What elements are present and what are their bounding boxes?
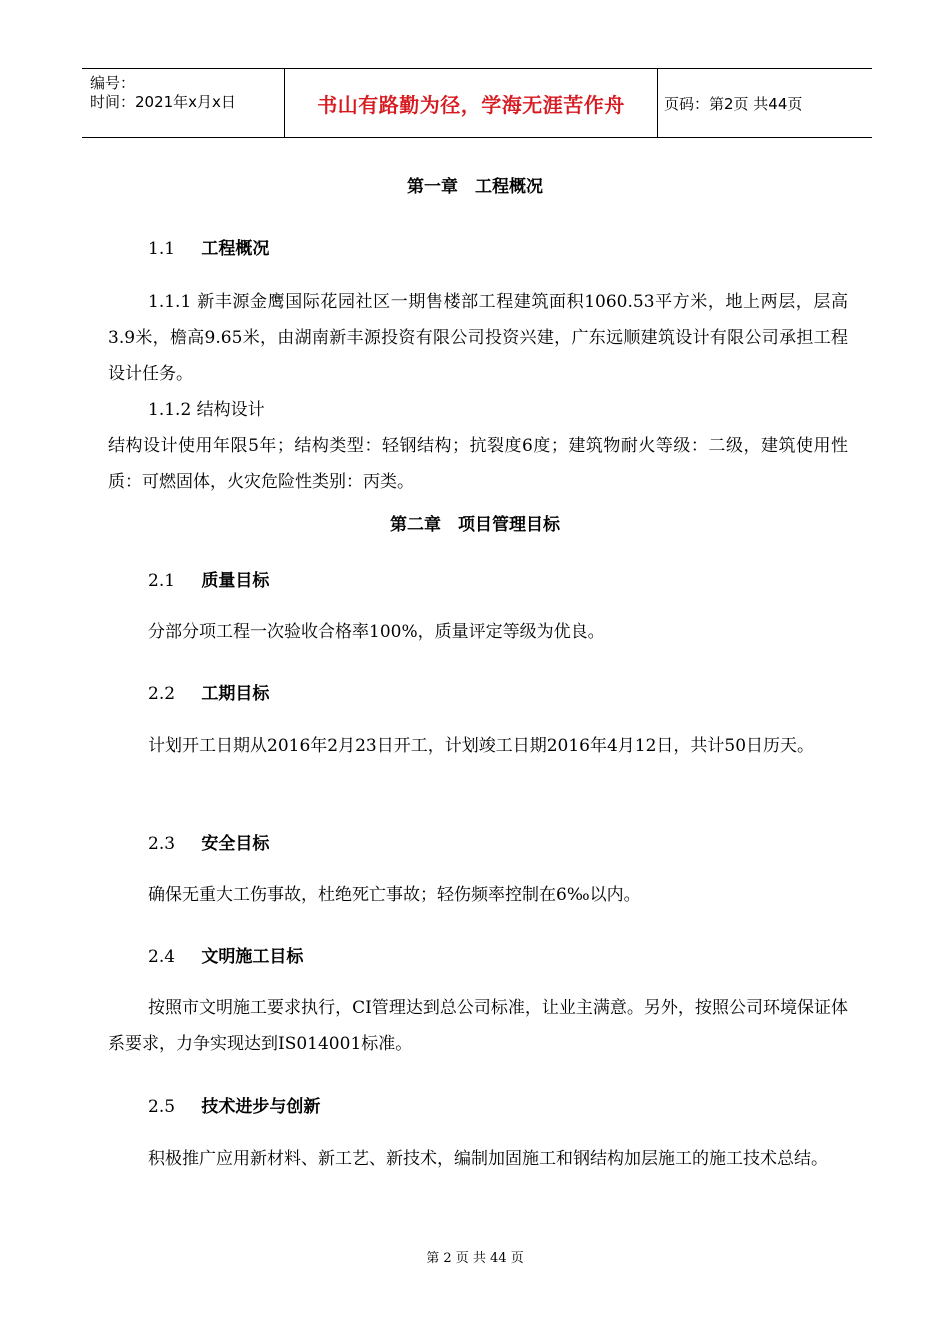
section-title: 工期目标 <box>201 684 270 704</box>
section-1-1-heading <box>148 234 269 259</box>
paragraph-1-1-1: 1.1.1 新丰源金鹰国际花园社区一期售楼部工程建筑面积1060.53平方米，地上两层，层高3.9米，檐高9.65米，由湖南新丰源投资有限公司投资兴建，广东远顺建筑设计有限公司承担工程设计任务。 <box>108 292 848 384</box>
section-title: 技术进步与创新 <box>201 1097 321 1117</box>
header-page-cell <box>658 69 872 137</box>
paragraph-1-1-2-heading: 1.1.2 结构设计 <box>148 400 265 420</box>
header-page-info: 页码：第2页 共44页 <box>664 94 803 113</box>
section-title: 文明施工目标 <box>201 947 304 967</box>
section-title: 质量目标 <box>201 571 270 591</box>
section-number: 2.2 <box>148 684 176 704</box>
section-2-3-heading <box>148 829 269 854</box>
section-number: 1.1 <box>148 239 176 259</box>
chapter-1-title: 第一章 工程概况 <box>407 177 543 197</box>
section-2-4-heading <box>148 942 303 967</box>
section-number: 2.5 <box>148 1097 176 1117</box>
section-title: 安全目标 <box>201 834 270 854</box>
section-2-2-heading <box>148 679 269 704</box>
page-header-table <box>82 68 872 138</box>
section-title: 工程概况 <box>201 239 270 259</box>
page-footer: 第 2 页 共 44 页 <box>426 1251 524 1266</box>
document-time-label: 时间：2021年x月x日 <box>90 93 236 111</box>
paragraph-civilized-construction-goal: 按照市文明施工要求执行，CI管理达到总公司标准，让业主满意。另外，按照公司环境保证体系要求，力争实现达到IS014001标准。 <box>108 998 848 1054</box>
document-number-label: 编号： <box>90 74 136 92</box>
section-2-1-heading <box>148 566 269 591</box>
section-number: 2.3 <box>148 834 176 854</box>
header-motto: 书山有路勤为径，学海无涯苦作舟 <box>317 92 625 117</box>
header-meta-cell <box>82 69 285 137</box>
header-motto-cell <box>285 69 658 137</box>
paragraph-quality-goal: 分部分项工程一次验收合格率100%，质量评定等级为优良。 <box>148 622 605 642</box>
section-2-5-heading <box>148 1092 320 1117</box>
section-number: 2.1 <box>148 571 176 591</box>
paragraph-innovation-goal: 积极推广应用新材料、新工艺、新技术，编制加固施工和钢结构加层施工的施工技术总结。 <box>148 1149 828 1169</box>
section-number: 2.4 <box>148 947 176 967</box>
chapter-2-title: 第二章 项目管理目标 <box>390 515 560 535</box>
paragraph-structure-design: 结构设计使用年限5年；结构类型：轻钢结构；抗裂度6度；建筑物耐火等级：二级，建筑使用性质：可燃固体，火灾危险性类别：丙类。 <box>108 436 848 492</box>
paragraph-safety-goal: 确保无重大工伤事故，杜绝死亡事故；轻伤频率控制在6‰以内。 <box>148 885 641 905</box>
paragraph-schedule-goal: 计划开工日期从2016年2月23日开工，计划竣工日期2016年4月12日，共计50日历天。 <box>148 736 815 756</box>
